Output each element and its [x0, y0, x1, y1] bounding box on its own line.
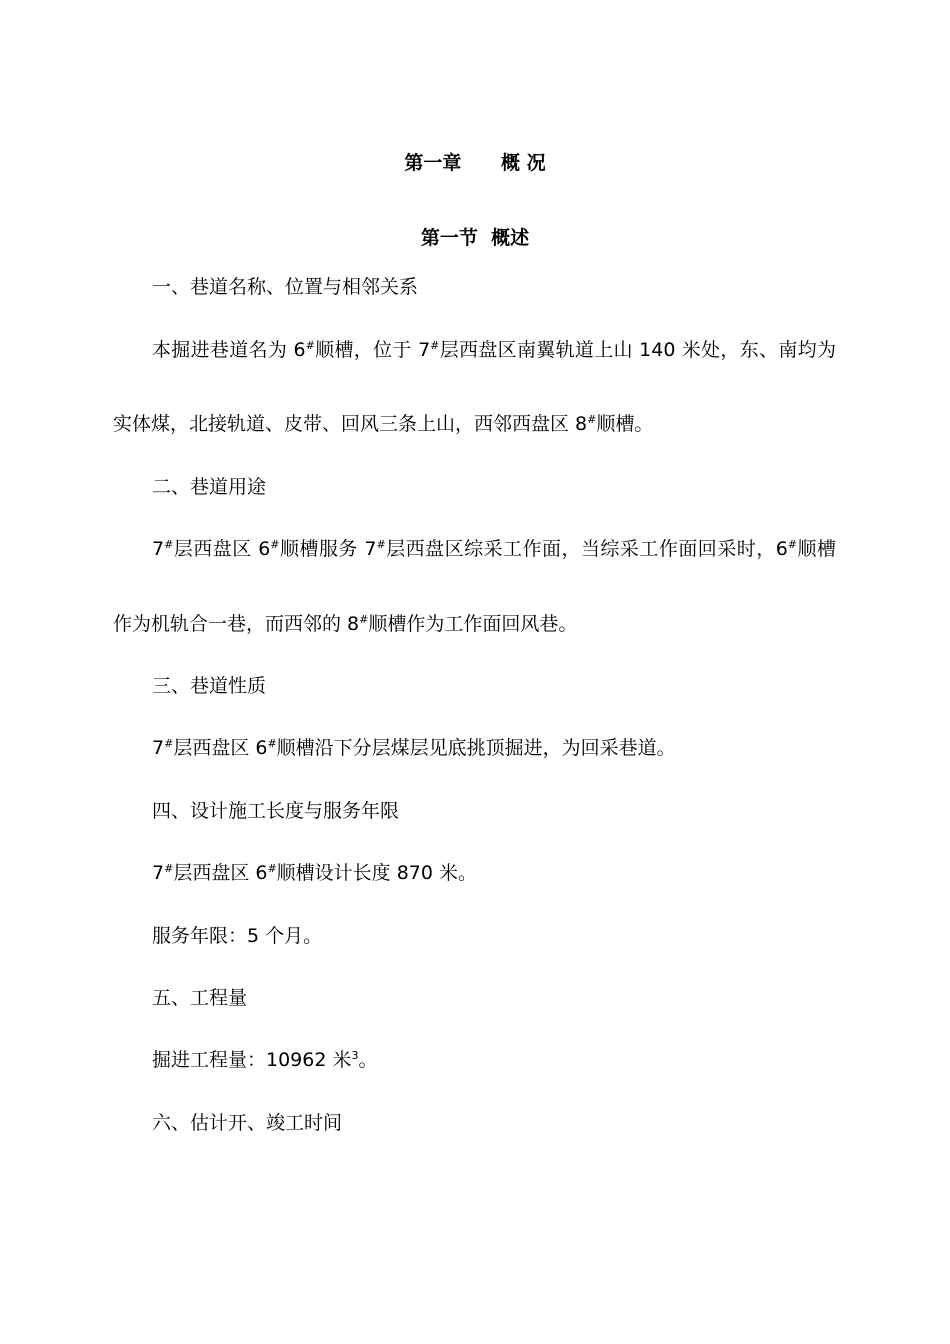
heading-2: 二、巷道用途 [152, 476, 267, 498]
chapter-title: 第一章 概 况 [404, 152, 546, 174]
paragraph-4: 7#层西盘区 6#顺槽设计长度 870 米。 [152, 862, 478, 884]
paragraph-2-line-2: 作为机轨合一巷，而西邻的 8#顺槽作为工作面回风巷。 [113, 613, 578, 635]
heading-1: 一、巷道名称、位置与相邻关系 [152, 276, 419, 298]
paragraph-1-line-2: 实体煤，北接轨道、皮带、回风三条上山，西邻西盘区 8#顺槽。 [113, 413, 654, 435]
paragraph-6: 掘进工程量：10962 米$^3$。 [152, 1049, 378, 1071]
heading-3: 三、巷道性质 [152, 675, 267, 697]
heading-4: 四、设计施工长度与服务年限 [152, 800, 400, 822]
paragraph-1-line-1: 本掘进巷道名为 6#顺槽，位于 7#层西盘区南翼轨道上山 140 米处，东、南均为 [152, 339, 836, 361]
paragraph-5: 服务年限：5 个月。 [152, 925, 323, 947]
paragraph-2-line-1: 7#层西盘区 6#顺槽服务 7#层西盘区综采工作面，当综采工作面回采时，6#顺槽 [152, 538, 836, 560]
heading-6: 六、估计开、竣工时间 [152, 1112, 343, 1134]
section-title: 第一节 概述 [420, 227, 530, 249]
heading-5: 五、工程量 [152, 987, 248, 1009]
paragraph-3: 7#层西盘区 6#顺槽沿下分层煤层见底挑顶掘进，为回采巷道。 [152, 737, 676, 759]
